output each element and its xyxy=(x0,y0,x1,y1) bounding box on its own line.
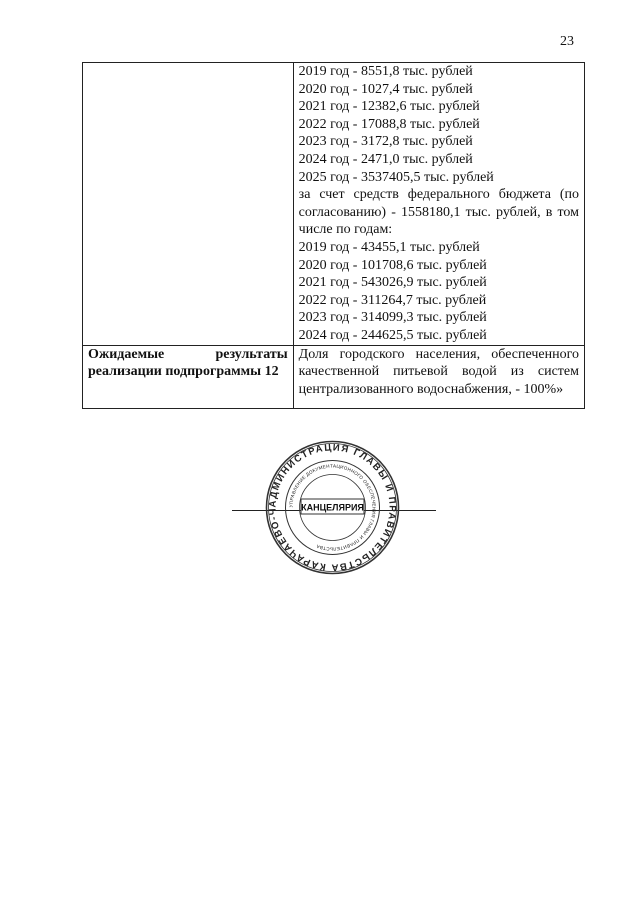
subprogram-passport-table xyxy=(82,62,585,409)
funding-year-row: 2020 год - 1027,4 тыс. рублей xyxy=(298,81,473,97)
federal-year-row: 2023 год - 314099,3 тыс. рублей xyxy=(298,310,487,326)
stamp-inner-text: УПРАВЛЕНИЕ ДОКУМЕНТАЦИОННОГО ОБЕСПЕЧЕНИЯ ГЛАВЫ И ПРАВИТЕЛЬСТВА xyxy=(288,463,377,552)
federal-year-row: 2024 год - 244625,5 тыс. рублей xyxy=(298,327,487,343)
funding-cell xyxy=(293,63,584,346)
funding-year-row: 2021 год - 12382,6 тыс. рублей xyxy=(298,99,480,115)
federal-year-row: 2019 год - 43455,1 тыс. рублей xyxy=(298,239,480,255)
federal-year-row: 2020 год - 101708,6 тыс. рублей xyxy=(298,257,487,273)
funding-year-row: 2024 год - 2471,0 тыс. рублей xyxy=(298,151,473,167)
official-stamp xyxy=(265,440,400,575)
table-row xyxy=(83,345,585,409)
results-value: Доля городского населения, обеспеченного качественной питьевой водой из систем централизованного водоснабжения, - 100%» xyxy=(298,346,579,397)
stamp-outer-text: АДМИНИСТРАЦИЯ ГЛАВЫ И ПРАВИТЕЛЬСТВА КАРАЧАЕВО-Ч xyxy=(267,442,398,573)
funding-year-row: 2023 год - 3172,8 тыс. рублей xyxy=(298,134,473,150)
table-row xyxy=(83,63,585,346)
federal-budget-text: за счет средств федерального бюджета (по согласованию) - 1558180,1 тыс. рублей, в том числе по годам: xyxy=(298,187,579,238)
empty-label-cell xyxy=(83,63,294,346)
stamp-center-text: КАНЦЕЛЯРИЯ xyxy=(301,502,364,513)
funding-year-row: 2019 год - 8551,8 тыс. рублей xyxy=(298,64,473,79)
funding-year-row: 2022 год - 17088,8 тыс. рублей xyxy=(298,116,480,132)
results-value-cell xyxy=(293,345,584,409)
results-label-cell xyxy=(83,345,294,409)
funding-year-row: 2025 год - 3537405,5 тыс. рублей xyxy=(298,169,494,185)
results-label: Ожидаемые результаты реализации подпрограммы 12 xyxy=(88,346,288,380)
federal-year-row: 2021 год - 543026,9 тыс. рублей xyxy=(298,275,487,291)
federal-year-row: 2022 год - 311264,7 тыс. рублей xyxy=(298,292,487,308)
stamp-seal-icon xyxy=(265,440,400,575)
page-number: 23 xyxy=(560,34,574,49)
